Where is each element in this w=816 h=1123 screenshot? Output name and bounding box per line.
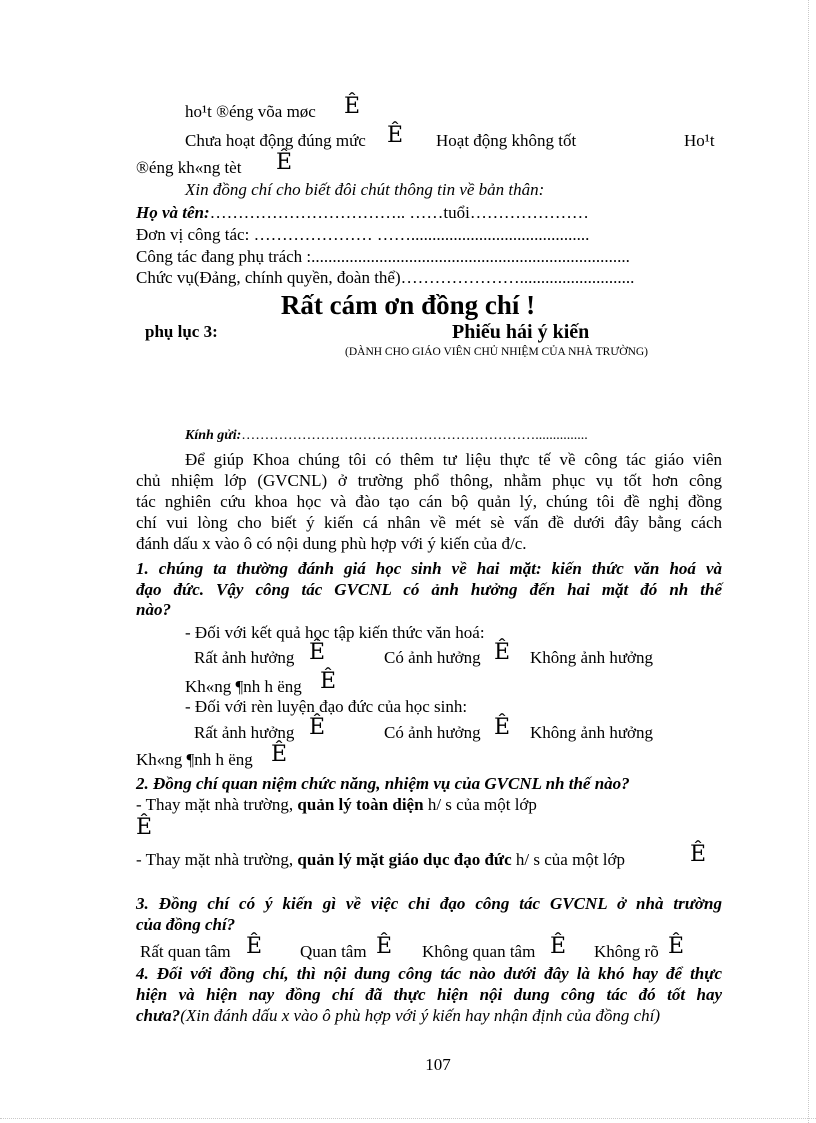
answer-option-text: Không ảnh hưởng xyxy=(530,723,654,742)
checkbox-icon[interactable]: Ê xyxy=(320,669,337,694)
question-4-title: hiện và hiện nay đồng chí đã thực hiện nội dung công tác đó tốt hay xyxy=(136,985,722,1004)
checkbox-icon[interactable]: Ê xyxy=(550,934,567,959)
checkbox-icon[interactable]: Ê xyxy=(309,640,326,665)
checkbox-icon[interactable]: Ê xyxy=(271,742,288,767)
checkbox-icon[interactable]: Ê xyxy=(690,842,707,867)
greeting-dots: ………………………………………………………............... xyxy=(241,428,588,443)
checkbox-icon[interactable]: Ê xyxy=(344,94,361,119)
answer-option-text: Ho¹t xyxy=(684,131,715,150)
question-1-title: nào? xyxy=(136,600,171,619)
checkbox-icon[interactable]: Ê xyxy=(668,934,685,959)
checkbox-icon[interactable]: Ê xyxy=(494,640,511,665)
question-2-item xyxy=(136,795,537,815)
answer-option-text: Rất ảnh hưởng xyxy=(194,723,295,742)
page-number: 107 xyxy=(425,1055,451,1074)
answer-option-text: Rất quan tâm xyxy=(140,942,231,961)
greeting-label: Kính gửi: xyxy=(185,428,242,443)
position-field: Chức vụ(Đảng, chính quyền, đoàn thể)…………………........................... xyxy=(136,268,635,287)
page-edge-bottom xyxy=(0,1118,816,1119)
paragraph-line: chủ nhiệm lớp (GVCNL) ở trường phổ thông, nhằm phục vụ tốt hơn công xyxy=(136,471,722,490)
item-prefix: - Thay mặt nhà trường, xyxy=(136,795,294,814)
answer-option-text: ®éng kh«ng tèt xyxy=(136,158,242,177)
paragraph-line: chí vui lòng cho biết ý kiến cá nhân về mét sè vấn đề dưới đây bằng cách xyxy=(136,513,722,532)
paragraph-line: đánh dấu x vào ô có nội dung phù hợp với ý kiến của đ/c. xyxy=(136,534,527,553)
checkbox-icon[interactable]: Ê xyxy=(494,715,511,740)
name-field-line xyxy=(136,203,589,223)
checkbox-icon[interactable]: Ê xyxy=(309,715,326,740)
name-label: Họ và tên: xyxy=(136,203,210,222)
question-1a-heading: - Đối với kết quả học tập kiến thức văn hoá: xyxy=(185,623,485,642)
answer-option-text: Chưa hoạt động đúng mức xyxy=(185,131,366,150)
item-suffix: h/ s của một lớp xyxy=(427,795,537,814)
answer-option-text: Quan tâm xyxy=(300,942,367,961)
question-1-title: đạo đức. Vậy công tác GVCNL có ảnh hưởng đến hai mặt đó nh thế xyxy=(136,580,722,599)
answer-option-text: Có ảnh hưởng xyxy=(384,648,481,667)
answer-option-text: Không ảnh hưởng xyxy=(530,648,654,667)
question-1b-heading: - Đối với rèn luyện đạo đức của học sinh: xyxy=(185,697,468,716)
item-bold: quản lý toàn diện xyxy=(297,795,424,814)
item-suffix: h/ s của một lớp xyxy=(515,850,626,869)
page-edge-right xyxy=(808,0,809,1123)
form-subtitle: (DÀNH CHO GIÁO VIÊN CHỦ NHIỆM CỦA NHÀ TRƯỜNG) xyxy=(345,346,649,358)
question-3-title: của đồng chí? xyxy=(136,915,236,934)
greeting-line xyxy=(185,426,588,446)
info-intro: Xin đồng chí cho biết đôi chút thông tin về bản thân: xyxy=(185,180,545,199)
question-4-title xyxy=(136,1006,660,1026)
item-bold: quản lý mặt giáo dục đạo đức xyxy=(297,850,512,869)
checkbox-icon[interactable]: Ê xyxy=(276,150,293,175)
answer-option-text: ho¹t ®éng võa møc xyxy=(185,102,316,121)
question-4-bold: chưa? xyxy=(136,1006,181,1025)
question-3-title: 3. Đồng chí có ý kiến gì về việc chỉ đạo công tác GVCNL ở nhà trường xyxy=(136,894,722,913)
answer-option-text: Không rõ xyxy=(594,942,659,961)
task-field: Công tác đang phụ trách :........................................................................... xyxy=(136,247,630,266)
question-2-item xyxy=(136,850,625,870)
checkbox-icon[interactable]: Ê xyxy=(376,934,393,959)
answer-option-text: Kh«ng ¶nh h ëng xyxy=(185,677,302,696)
answer-option-text: Không quan tâm xyxy=(422,942,536,961)
question-4-title: 4. Đối với đồng chí, thì nội dung công tác nào dưới đây là khó hay để thực xyxy=(136,964,722,983)
question-2-title: 2. Đồng chí quan niệm chức năng, nhiệm vụ của GVCNL nh thế nào? xyxy=(136,774,630,793)
question-1-title: 1. chúng ta thường đánh giá học sinh về hai mặt: kiến thức văn hoá và xyxy=(136,559,722,578)
checkbox-icon[interactable]: Ê xyxy=(387,123,404,148)
name-dots: …………………………….. ……tuổi………………… xyxy=(209,203,589,222)
paragraph-line: Để giúp Khoa chúng tôi có thêm tư liệu thực tế về công tác giáo viên xyxy=(185,450,722,469)
appendix-label: phụ lục 3: xyxy=(145,322,218,341)
answer-option-text: Có ảnh hưởng xyxy=(384,723,481,742)
unit-field: Đơn vị công tác: ………………… …….......................................... xyxy=(136,225,590,244)
answer-option-text: Hoạt động không tốt xyxy=(436,131,577,150)
question-4-note: (Xin đánh dấu x vào ô phù hợp với ý kiến hay nhận định của đồng chí) xyxy=(180,1006,661,1025)
form-title: Phiếu hái ý kiến xyxy=(452,321,590,343)
answer-option-text: Kh«ng ¶nh h ëng xyxy=(136,750,253,769)
answer-option-text: Rất ảnh hưởng xyxy=(194,648,295,667)
checkbox-icon[interactable]: Ê xyxy=(136,815,153,840)
thanks-heading: Rất cám ơn đồng chí ! xyxy=(280,290,536,320)
item-prefix: - Thay mặt nhà trường, xyxy=(136,850,294,869)
checkbox-icon[interactable]: Ê xyxy=(246,934,263,959)
paragraph-line: tác nghiên cứu khoa học và đào tạo cán bộ quản lý, chúng tôi đề nghị đồng xyxy=(136,492,722,511)
